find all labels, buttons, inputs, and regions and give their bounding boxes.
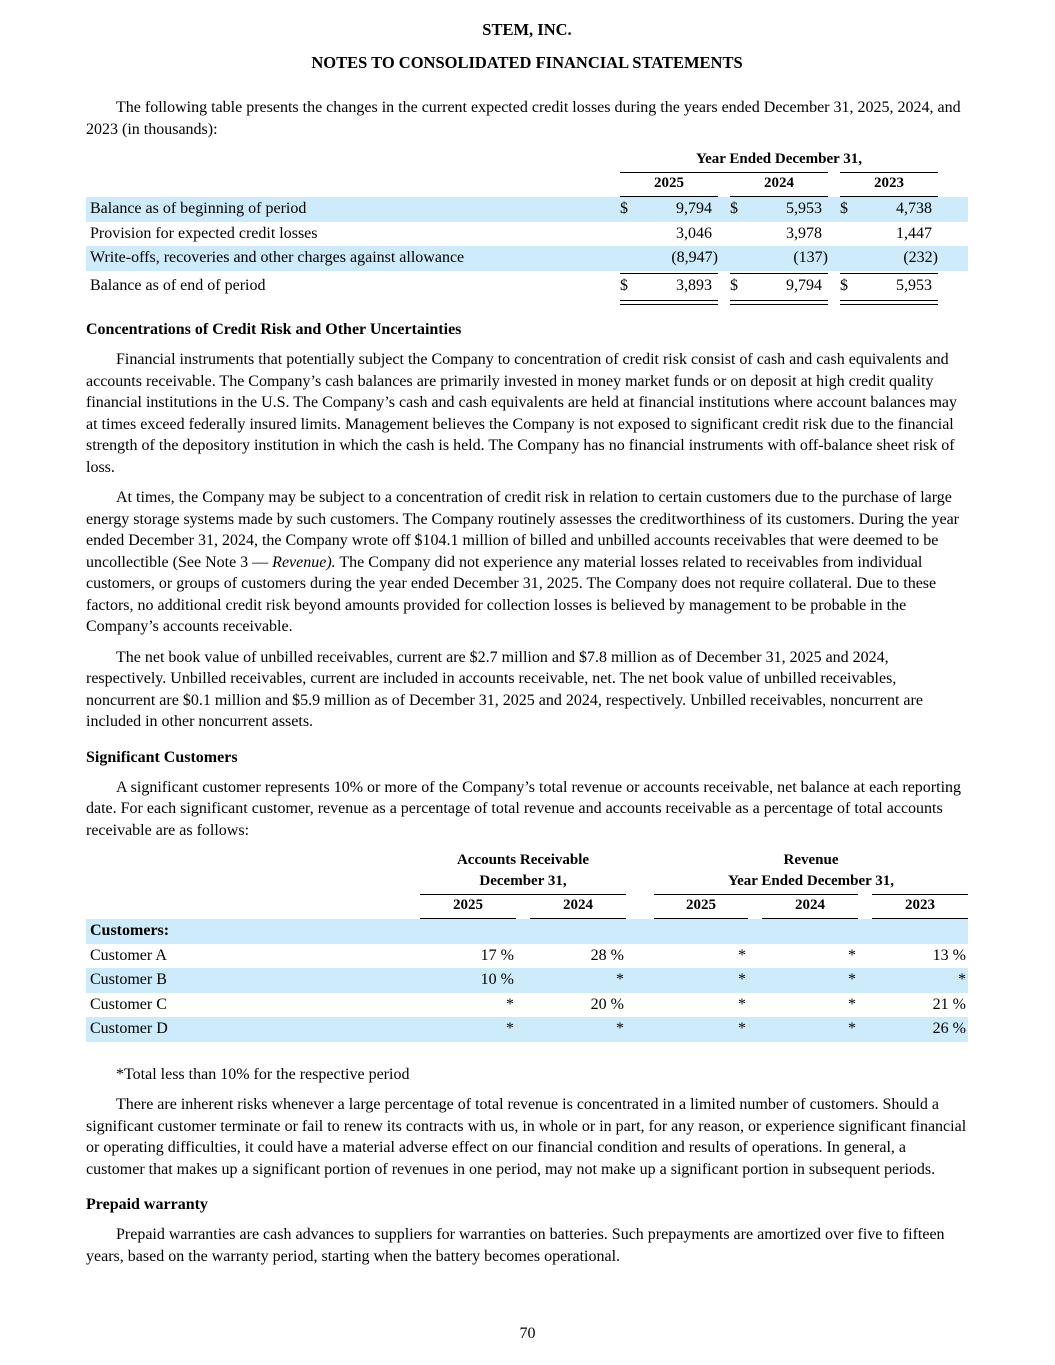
year-column-header: 2024 — [764, 175, 794, 191]
cell-value: 13 % — [932, 946, 966, 964]
table-row — [86, 274, 968, 299]
cell-value: * — [848, 995, 856, 1013]
paragraph-financial-instruments: Financial instruments that potentially subject the Company to concentration of credit risk consist of cash and cash equivalents and accounts receivable. The Company’s cash balances are primarily invested in money market funds or on deposit at high credit quality financial institutions in the U.S. The Company’s cash and cash equivalents are held at financial institutions where account balances may at times exceed federally insured limits. Management believes the Company is not exposed to significant credit risk due to the financial strength of the depository institution in which the cash is held. The Company has no financial instruments with off-balance sheet risk of loss. — [86, 351, 958, 476]
cell-value: 26 % — [932, 1020, 966, 1037]
paragraph-significant-customers-intro: A significant customer represents 10% or more of the Company’s total revenue or accounts receivable, net balance at each reporting date. For each significant customer, revenue as a percentage of total revenue and accounts receivable as a percentage of total accounts receivable are as follows: — [86, 778, 962, 839]
table-row — [86, 968, 968, 993]
cell-value: 3,046 — [676, 224, 712, 242]
cell-value: (137) — [793, 249, 828, 266]
cell-value: (232) — [903, 249, 938, 266]
paragraph-unbilled-receivables: The net book value of unbilled receivables, current are $2.7 million and $7.8 million as of December 31, 2025 and 2024, respectively. Unbilled receivables, current are included in accounts receivable, net. The net book value of unbilled receivables, noncurrent are $0.1 million and $5.9 million as of December 31, 2025 and 2024, respectively. Unbilled receivables, noncurrent are included in other noncurrent assets. — [86, 648, 923, 730]
year-column-header: 2023 — [905, 897, 935, 913]
credit-losses-table — [86, 149, 968, 305]
dollar-sign: $ — [620, 276, 628, 294]
table-row — [86, 944, 968, 969]
company-name: STEM, INC. — [482, 20, 572, 39]
table-footnote: *Total less than 10% for the respective period — [116, 1065, 410, 1083]
cell-value: 5,953 — [786, 200, 822, 217]
double-rule — [840, 300, 938, 305]
cell-value: 28 % — [590, 946, 624, 964]
group-header-accounts-receivable: Accounts Receivable — [456, 852, 590, 868]
cell-value: * — [506, 995, 514, 1013]
dollar-sign: $ — [730, 276, 738, 294]
note-reference-italic: Revenue). — [272, 553, 336, 571]
cell-value: 10 % — [480, 971, 514, 988]
row-label: Balance as of end of period — [90, 276, 266, 294]
year-header-row — [86, 173, 968, 194]
paragraph-text: The Company did not experience any material losses related to receivables from individual customers, or groups of customers during the year ended December 31, 2025. The Company does not require collateral. Due to these factors, no additional credit risk beyond amounts provided for collection losses is believed by management to be probable in the Company’s accounts receivable. — [86, 553, 937, 635]
year-column-header: 2025 — [686, 897, 716, 913]
table-row — [86, 222, 968, 247]
cell-value: * — [616, 1020, 624, 1037]
cell-value: 9,794 — [786, 276, 822, 294]
cell-value: 3,978 — [786, 224, 822, 242]
cell-value: * — [738, 971, 746, 988]
row-label: Provision for expected credit losses — [90, 224, 318, 242]
paragraph-prepaid-warranty: Prepaid warranties are cash advances to suppliers for warranties on batteries. Such prepayments are amortized over five to fifteen years, based on the warranty period, starting when the battery becomes operational. — [86, 1226, 945, 1265]
row-label: Balance as of beginning of period — [90, 200, 307, 217]
section-label: Customers: — [90, 922, 170, 939]
cell-value: 3,893 — [676, 276, 712, 294]
customers-section-row — [86, 919, 968, 944]
cell-value: 5,953 — [896, 276, 932, 294]
period-header: December 31, — [479, 873, 567, 889]
year-column-header: 2024 — [795, 897, 825, 913]
document-title: NOTES TO CONSOLIDATED FINANCIAL STATEMENTS — [311, 53, 743, 72]
cell-value: * — [848, 1020, 856, 1037]
section-heading-prepaid-warranty: Prepaid warranty — [86, 1196, 208, 1213]
year-column-header: 2024 — [563, 897, 593, 913]
table-header-row — [86, 149, 968, 170]
cell-value: (8,947) — [671, 249, 718, 266]
group-title-row — [86, 850, 968, 871]
double-rule — [730, 300, 828, 305]
table-row — [86, 993, 968, 1018]
dollar-sign: $ — [620, 200, 628, 217]
table-row — [86, 1017, 968, 1042]
paragraph-customer-credit-risk — [86, 487, 968, 638]
dollar-sign: $ — [730, 200, 738, 217]
paragraph-text: At times, the Company may be subject to a concentration of credit risk in relation to certain customers due to the purchase of large energy storage systems made by such customers. The Company routinely assesses the creditworthiness of its customers. During the year ended December 31, 2024, the Company wrote off $104.1 million of billed and unbilled accounts receivables that were deemed to be uncollectible (See Note 3 — — [86, 489, 959, 571]
section-heading-concentrations: Concentrations of Credit Risk and Other Uncertainties — [86, 321, 462, 338]
paragraph-customer-concentration-risk: There are inherent risks whenever a large percentage of total revenue is concentrated in a limited number of customers. Should a significant customer terminate or fail to renew its contracts with us, in whole or in part, for any reason, or experience significant financial or operating difficulties, it could have a material adverse effect on our financial condition and results of operations. In general, a customer that makes up a significant portion of revenues in one period, may not make up a significant portion in subsequent periods. — [86, 1096, 967, 1178]
grand-total-rule-row — [86, 298, 968, 305]
section-heading-significant-customers: Significant Customers — [86, 748, 238, 766]
double-rule — [620, 300, 718, 305]
row-label: Write-offs, recoveries and other charges against allowance — [90, 249, 465, 266]
significant-customers-table — [86, 850, 968, 1042]
cell-value: 21 % — [932, 995, 966, 1013]
cell-value: * — [616, 971, 624, 988]
cell-value: * — [738, 1020, 746, 1037]
cell-value: 20 % — [590, 995, 624, 1013]
cell-value: * — [738, 995, 746, 1013]
dollar-sign: $ — [840, 200, 848, 217]
cell-value: * — [506, 1020, 514, 1037]
cell-value: * — [958, 971, 966, 988]
year-column-header: 2023 — [874, 175, 904, 191]
cell-value: 1,447 — [896, 224, 932, 242]
year-column-header: 2025 — [453, 897, 483, 913]
cell-value: 9,794 — [676, 200, 712, 217]
cell-value: * — [848, 946, 856, 964]
row-label: Customer B — [90, 971, 167, 988]
year-column-header: 2025 — [654, 175, 684, 191]
row-label: Customer A — [90, 946, 167, 964]
year-header-row — [86, 895, 968, 916]
dollar-sign: $ — [840, 276, 848, 294]
group-header-revenue: Revenue — [783, 852, 839, 868]
intro-paragraph: The following table presents the changes in the current expected credit losses during the years ended December 31, 2025, 2024, and 2023 (in thousands): — [86, 99, 961, 138]
table-row — [86, 197, 968, 222]
page-number: 70 — [519, 1325, 536, 1342]
period-header: Year Ended December 31, — [727, 873, 895, 889]
row-label: Customer C — [90, 995, 167, 1013]
cell-value: * — [738, 946, 746, 964]
row-label: Customer D — [90, 1020, 168, 1037]
table-row — [86, 246, 968, 271]
period-header: Year Ended December 31, — [695, 151, 863, 167]
group-period-row — [86, 871, 968, 892]
cell-value: 17 % — [480, 946, 514, 964]
cell-value: 4,738 — [896, 200, 932, 217]
cell-value: * — [848, 971, 856, 988]
